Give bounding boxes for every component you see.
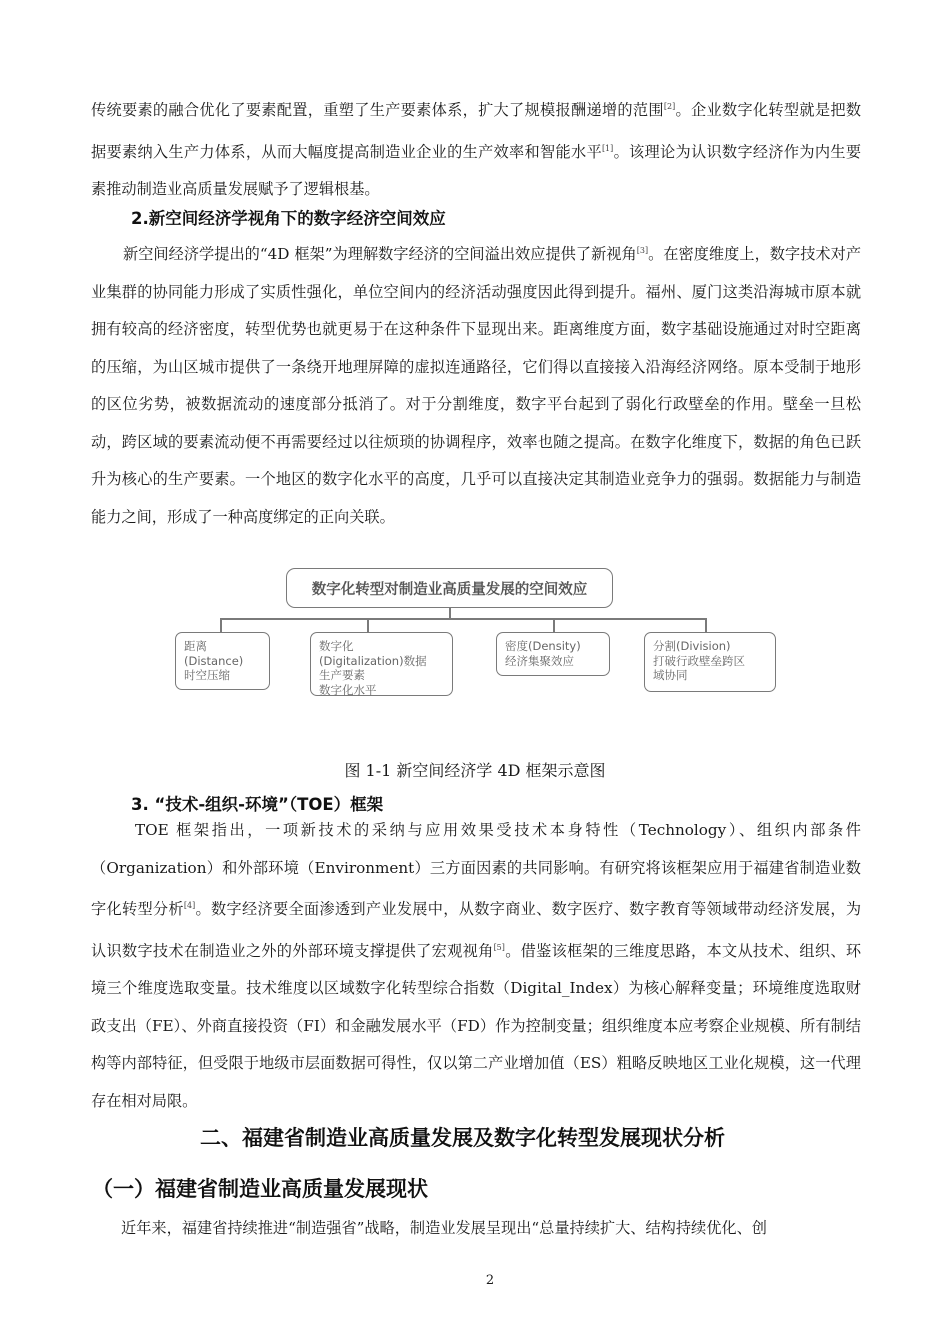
text: 传统要素的融合优化了要素配置，重塑了生产要素体系，扩大了规模报酬递增的范围 <box>91 101 664 119</box>
citation: [1] <box>601 143 614 153</box>
box-density: 密度(Density) 经济集聚效应 <box>496 632 610 676</box>
text: TOE 框架指出，一项新技术的采纳与应用效果受技术本身特性（Technology）、组织内部条件（Organization）和外部环境（Environment）三方面因素的共同影响。有研究将该框架应用于福建省制造业数字化转型分析 <box>91 821 861 918</box>
box-digitalization: 数字化 (Digitalization)数据 生产要素 数字化水平 <box>310 632 453 696</box>
connector-line <box>553 618 555 632</box>
4d-framework-diagram <box>170 562 780 697</box>
connector-line <box>220 618 706 620</box>
paragraph-intro <box>91 88 861 209</box>
text: 新空间经济学提出的“4D 框架”为理解数字经济的空间溢出效应提供了新视角 <box>123 245 637 263</box>
diagram-title: 数字化转型对制造业高质量发展的空间效应 <box>286 568 613 608</box>
text: 。借鉴该框架的三维度思路，本文从技术、组织、环境三个维度选取变量。技术维度以区域数字化转型综合指数（Digital_Index）为核心解释变量；环境维度选取财政支出（FE）、外商直接投资（FI）和金融发展水平（FD）作为控制变量；组织维度本应考察企业规模、所有制结构等内部特征，但受限于地级市层面数据可得性，仅以第二产业增加值（ES）粗略反映地区工业化规模，这一代理存在相对局限。 <box>91 941 862 1110</box>
text: 。在密度维度上，数字技术对产业集群的协同能力形成了实质性强化，单位空间内的经济活动强度因此得到提升。福州、厦门这类沿海城市原本就拥有较高的经济密度，转型优势也就更易于在这种条件下显现出来。距离维度方面，数字基础设施通过对时空距离的压缩，为山区城市提供了一条绕开地理屏障的虚拟连通路径，它们得以直接接入沿海经济网络。原本受制于地形的区位劣势，被数据流动的速度部分抵消了。对于分割维度，数字平台起到了弱化行政壁垒的作用。壁垒一旦松动，跨区域的要素流动便不再需要经过以往烦琐的协调程序，效率也随之提高。在数字化维度下，数据的角色已跃升为核心的生产要素。一个地区的数字化水平的高度，几乎可以直接决定其制造业竞争力的强弱。数据能力与制造能力之间，形成了一种高度绑定的正向关联。 <box>91 245 862 526</box>
page-number: 2 <box>485 1273 495 1288</box>
box-distance: 距离 (Distance) 时空压缩 <box>175 632 270 690</box>
heading-toe: 3. “技术-组织-环境”（TOE）框架 <box>131 795 384 814</box>
connector-line <box>367 618 369 632</box>
text: 。数字经济要全面渗透到产业发展中，从数字商业、数字医疗、数字教育等领域带动经济发展，为认识数字技术在制造业之外的外部环境支撑提供了宏观视角 <box>91 900 862 960</box>
figure-caption: 图 1-1 新空间经济学 4D 框架示意图 <box>344 761 606 780</box>
paragraph-status: 近年来，福建省持续推进“制造强省”战略，制造业发展呈现出“总量持续扩大、结构持续优化、创 <box>121 1219 767 1237</box>
connector-line <box>220 618 222 632</box>
citation: [4] <box>183 901 196 910</box>
paragraph-4d <box>91 232 861 536</box>
connector-line <box>705 618 707 632</box>
section-title: 二、福建省制造业高质量发展及数字化转型发展现状分析 <box>200 1126 725 1150</box>
citation: [5] <box>493 942 505 952</box>
text: 。该理论为认识数字经济作为内生要素推动制造业高质量发展赋予了逻辑根基。 <box>91 142 862 198</box>
paragraph-toe <box>91 812 861 1120</box>
heading-new-spatial-economics: 2.新空间经济学视角下的数字经济空间效应 <box>131 209 446 228</box>
citation: [3] <box>636 246 649 255</box>
text: 。企业数字化转型就是把数据要素纳入生产力体系，从而大幅度提高制造业企业的生产效率和智能水平 <box>91 101 862 161</box>
citation: [2] <box>663 102 676 111</box>
subsection-title: （一）福建省制造业高质量发展现状 <box>92 1177 428 1201</box>
box-division: 分割(Division) 打破行政壁垒跨区 域协同 <box>644 632 776 692</box>
